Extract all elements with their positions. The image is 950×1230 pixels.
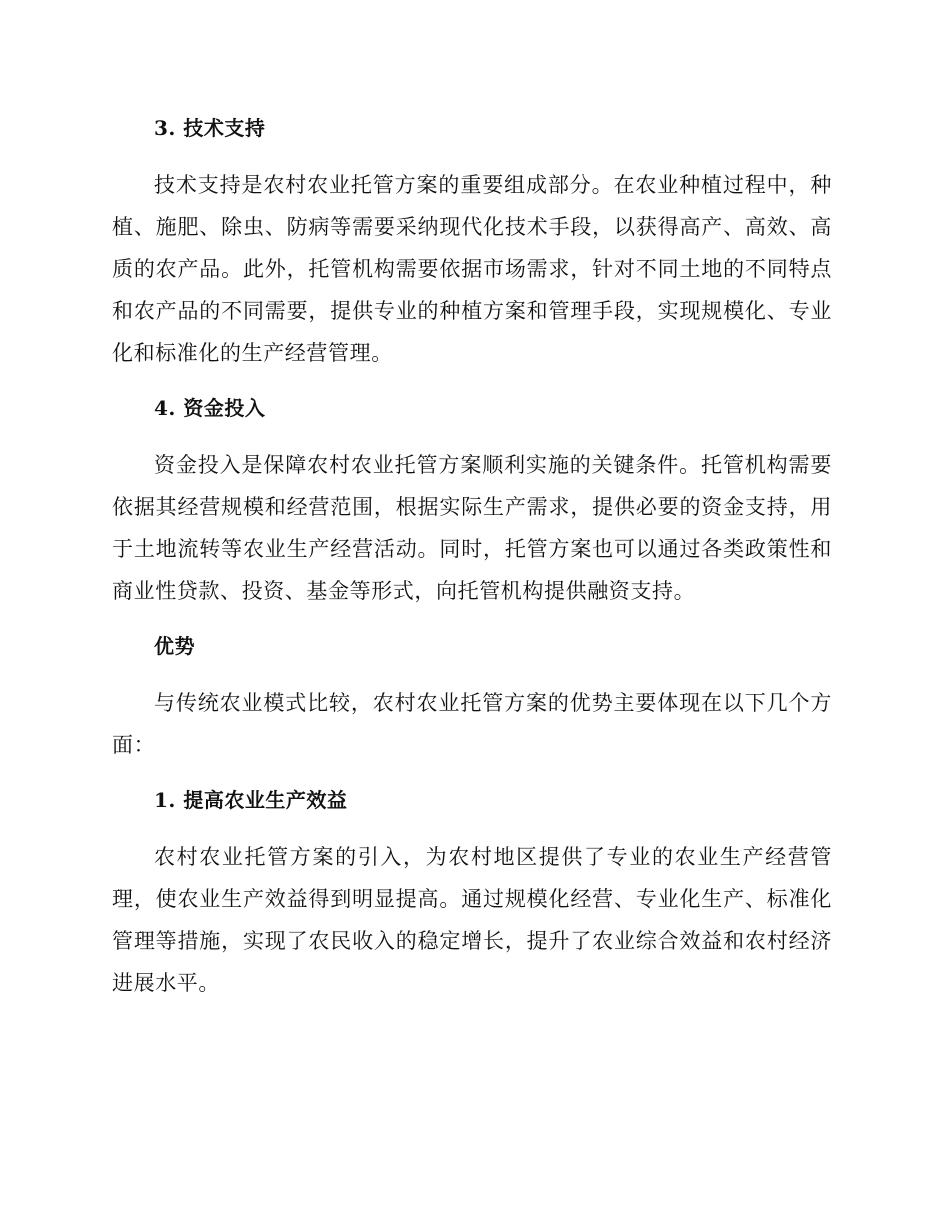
paragraph-efficiency: 农村农业托管方案的引入，为农村地区提供了专业的农业生产经营管理，使农业生产效益得到明显提高。通过规模化经营、专业化生产、标准化管理等措施，实现了农民收入的稳定增长，提升了农业综合效益和农村经济进展水平。: [112, 845, 832, 995]
document-page: [112, 108, 832, 1018]
paragraph-tech-support: 技术支持是农村农业托管方案的重要组成部分。在农业种植过程中，种植、施肥、除虫、防病等需要采纳现代化技术手段，以获得高产、高效、高质的农产品。此外，托管机构需要依据市场需求，针对不同土地的不同特点和农产品的不同需要，提供专业的种植方案和管理手段，实现规模化、专业化和标准化的生产经营管理。: [112, 173, 832, 365]
paragraph-advantages: 与传统农业模式比较，农村农业托管方案的优势主要体现在以下几个方面：: [112, 691, 832, 757]
paragraph-funding: 资金投入是保障农村农业托管方案顺利实施的关键条件。托管机构需要依据其经营规模和经营范围，根据实际生产需求，提供必要的资金支持，用于土地流转等农业生产经营活动。同时，托管方案也可以通过各类政策性和商业性贷款、投资、基金等形式，向托管机构提供融资支持。: [112, 453, 832, 603]
section-heading-advantages: 优势: [154, 634, 195, 658]
section-heading-tech-support: 3. 技术支持: [154, 116, 266, 140]
section-heading-efficiency: 1. 提高农业生产效益: [154, 788, 348, 812]
section-heading-funding: 4. 资金投入: [154, 396, 266, 420]
